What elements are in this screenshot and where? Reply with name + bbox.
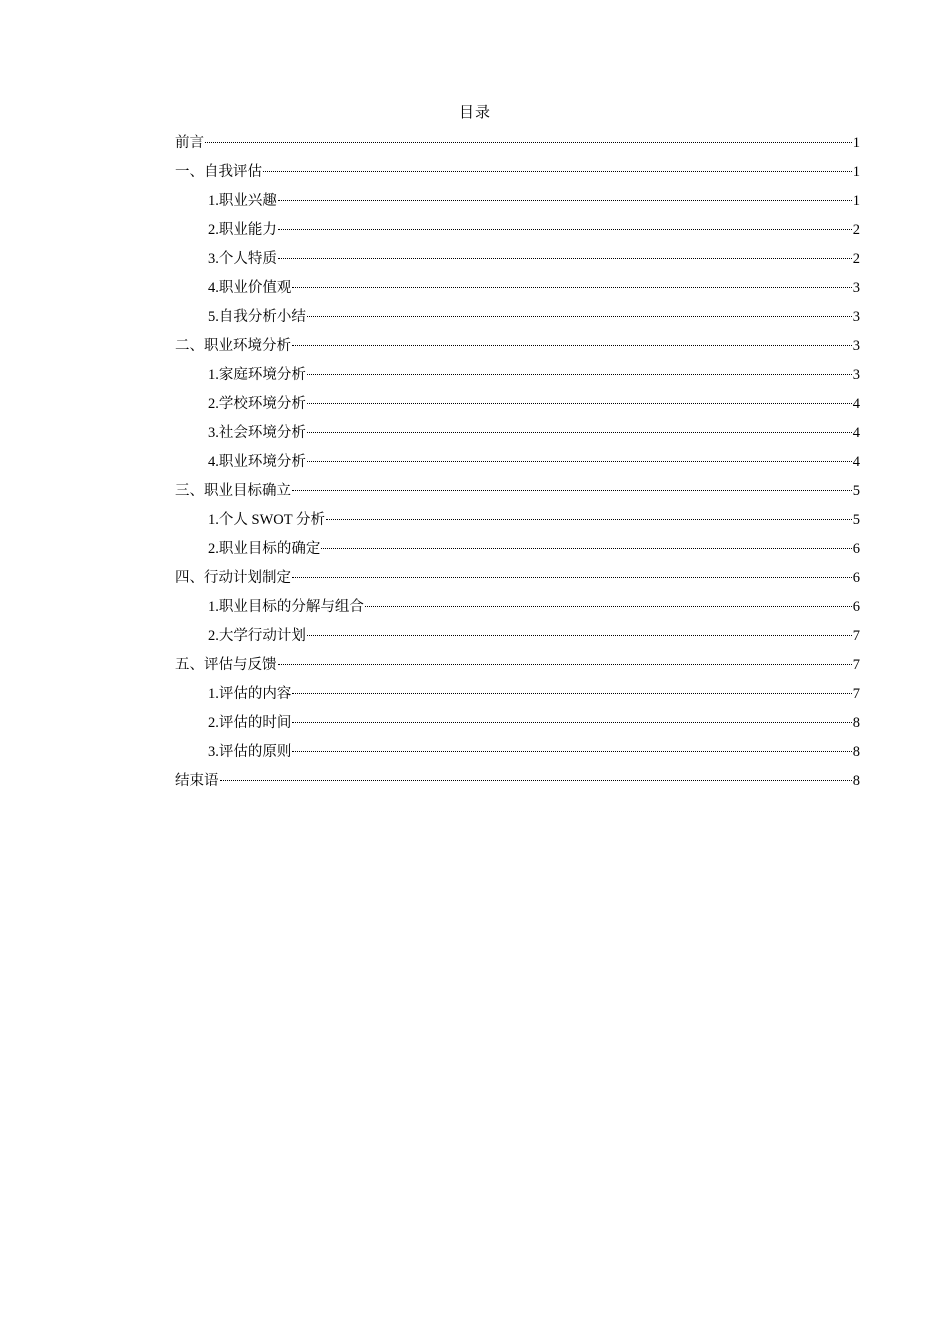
toc-entry[interactable] <box>175 742 860 771</box>
dot-leader <box>278 664 852 665</box>
toc-entry-label: 3.个人特质 <box>208 251 277 267</box>
dot-leader <box>292 345 852 346</box>
toc-entry[interactable] <box>175 510 860 539</box>
dot-leader <box>307 432 852 433</box>
toc-entry[interactable] <box>175 626 860 655</box>
toc-entry-label: 2.大学行动计划 <box>208 628 306 644</box>
toc-entry-label: 1.评估的内容 <box>208 686 292 702</box>
toc-entry-label: 结束语 <box>175 773 219 789</box>
toc-entry[interactable] <box>175 771 860 800</box>
dot-leader <box>292 693 851 694</box>
toc-entry[interactable] <box>175 162 860 191</box>
toc-entry-label: 一、自我评估 <box>175 164 262 180</box>
toc-entry-label: 3.评估的原则 <box>208 744 292 760</box>
toc-entry-page-number: 3 <box>852 309 860 325</box>
toc-entry[interactable] <box>175 249 860 278</box>
dot-leader <box>278 258 852 259</box>
toc-entry-label: 四、行动计划制定 <box>175 570 291 586</box>
toc-entry-page-number: 5 <box>852 512 860 528</box>
toc-entry-page-number: 6 <box>852 599 860 615</box>
toc-entry-label: 三、职业目标确立 <box>175 483 291 499</box>
toc-entry-page-number: 2 <box>852 222 860 238</box>
toc-entry-page-number: 7 <box>852 686 860 702</box>
toc-entry-label: 5.自我分析小结 <box>208 309 306 325</box>
toc-entry[interactable] <box>175 452 860 481</box>
toc-entry-label: 五、评估与反馈 <box>175 657 277 673</box>
toc-entry[interactable] <box>175 684 860 713</box>
toc-entry-label: 1.家庭环境分析 <box>208 367 306 383</box>
toc-entry-page-number: 7 <box>852 628 860 644</box>
table-of-contents <box>175 133 860 800</box>
toc-entry-label: 4.职业价值观 <box>208 280 292 296</box>
dot-leader <box>307 461 852 462</box>
toc-entry[interactable] <box>175 481 860 510</box>
dot-leader <box>307 374 852 375</box>
toc-entry[interactable] <box>175 191 860 220</box>
toc-entry-label: 3.社会环境分析 <box>208 425 306 441</box>
toc-entry-label: 4.职业环境分析 <box>208 454 306 470</box>
toc-entry-page-number: 1 <box>852 164 860 180</box>
dot-leader <box>278 229 852 230</box>
dot-leader <box>321 548 851 549</box>
toc-entry-page-number: 8 <box>852 715 860 731</box>
dot-leader <box>292 751 851 752</box>
toc-entry-page-number: 1 <box>852 193 860 209</box>
dot-leader <box>263 171 852 172</box>
toc-entry[interactable] <box>175 365 860 394</box>
toc-entry-page-number: 1 <box>852 135 860 151</box>
toc-entry-page-number: 8 <box>852 744 860 760</box>
toc-entry[interactable] <box>175 278 860 307</box>
toc-entry-page-number: 6 <box>852 570 860 586</box>
toc-entry-page-number: 3 <box>852 280 860 296</box>
toc-entry-label: 2.职业能力 <box>208 222 277 238</box>
toc-entry[interactable] <box>175 423 860 452</box>
toc-entry-label: 2.学校环境分析 <box>208 396 306 412</box>
page-title: 目录 <box>458 105 491 121</box>
toc-entry-page-number: 6 <box>852 541 860 557</box>
dot-leader <box>220 780 852 781</box>
toc-entry-page-number: 3 <box>852 338 860 354</box>
toc-entry-page-number: 7 <box>852 657 860 673</box>
toc-entry-page-number: 5 <box>852 483 860 499</box>
toc-entry-label: 前言 <box>175 135 204 151</box>
toc-entry[interactable] <box>175 655 860 684</box>
toc-entry-label: 1.职业兴趣 <box>208 193 277 209</box>
dot-leader <box>278 200 852 201</box>
toc-entry[interactable] <box>175 539 860 568</box>
dot-leader <box>292 577 852 578</box>
toc-entry-label: 1.个人 SWOT 分析 <box>208 512 325 528</box>
toc-entry-page-number: 4 <box>852 454 860 470</box>
toc-entry-label: 二、职业环境分析 <box>175 338 291 354</box>
toc-entry[interactable] <box>175 133 860 162</box>
dot-leader <box>292 490 852 491</box>
toc-entry[interactable] <box>175 336 860 365</box>
toc-entry-page-number: 2 <box>852 251 860 267</box>
toc-entry-page-number: 8 <box>852 773 860 789</box>
dot-leader <box>326 519 852 520</box>
toc-entry[interactable] <box>175 597 860 626</box>
toc-entry-page-number: 3 <box>852 367 860 383</box>
toc-entry-label: 1.职业目标的分解与组合 <box>208 599 364 615</box>
toc-entry-label: 2.评估的时间 <box>208 715 292 731</box>
dot-leader <box>292 287 851 288</box>
toc-entry[interactable] <box>175 307 860 336</box>
toc-entry-page-number: 4 <box>852 425 860 441</box>
dot-leader <box>307 403 852 404</box>
dot-leader <box>205 142 852 143</box>
toc-entry[interactable] <box>175 568 860 597</box>
toc-entry-page-number: 4 <box>852 396 860 412</box>
toc-entry[interactable] <box>175 394 860 423</box>
dot-leader <box>365 606 852 607</box>
toc-entry-label: 2.职业目标的确定 <box>208 541 321 557</box>
toc-entry[interactable] <box>175 220 860 249</box>
toc-entry[interactable] <box>175 713 860 742</box>
dot-leader <box>307 635 852 636</box>
dot-leader <box>292 722 851 723</box>
dot-leader <box>307 316 852 317</box>
